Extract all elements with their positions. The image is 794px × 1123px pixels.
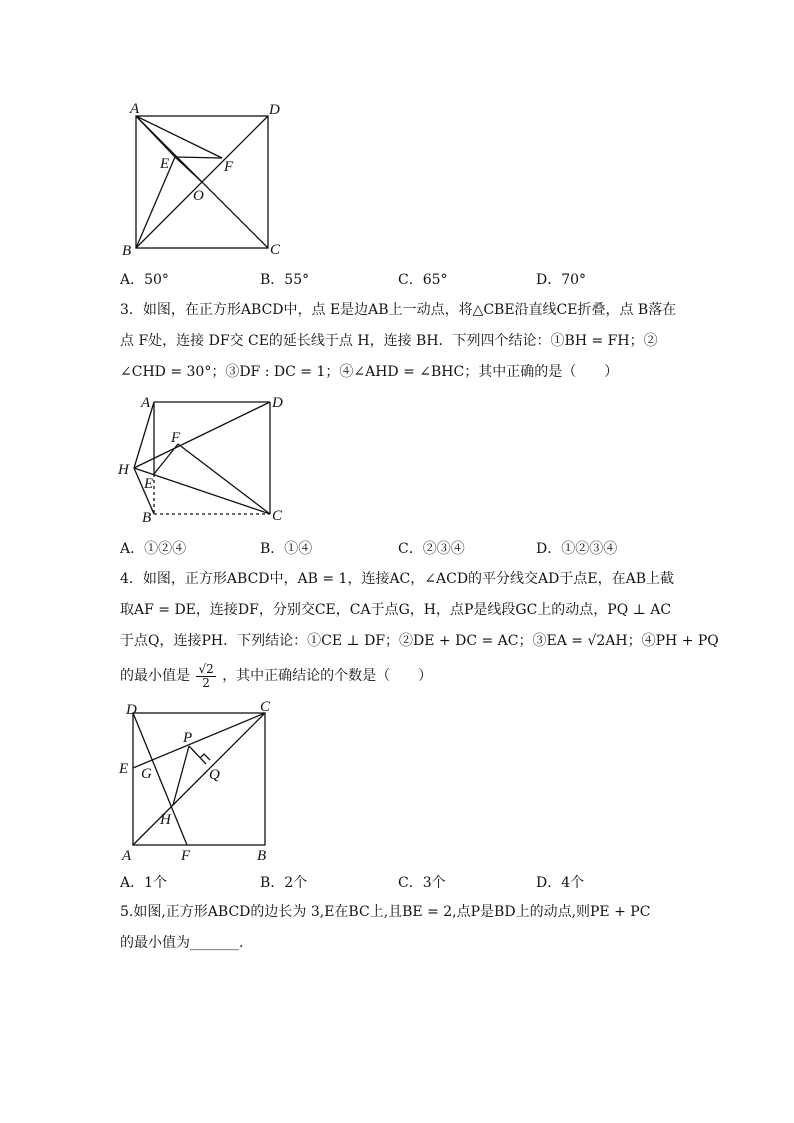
q2-label-c: C <box>270 242 281 258</box>
q4-label-p: P <box>183 730 193 746</box>
q3-option-a: A．①②④ <box>120 541 187 557</box>
q3-line-3: ∠CHD = 30°；③DF : DC = 1；④∠AHD = ∠BHC；其中正确的是（ ） <box>120 364 619 380</box>
q4-option-a: A．1个 <box>120 875 168 891</box>
q2-label-a: A <box>130 101 140 117</box>
q2-label-b: B <box>122 243 132 259</box>
q3-options <box>120 538 680 558</box>
q3-figure-svg <box>112 390 292 526</box>
q3-label-c: C <box>272 508 283 524</box>
q3-seg-ef <box>154 444 178 474</box>
q2-figure-svg <box>110 98 290 260</box>
q4-label-c: C <box>260 699 271 715</box>
q2-option-b: B．55° <box>260 272 310 288</box>
q4-option-b: B．2个 <box>260 875 308 891</box>
q4-label-q: Q <box>209 767 220 783</box>
q4-figure-svg <box>112 698 282 864</box>
q4-fraction <box>196 663 215 690</box>
q3-option-d: D．①②③④ <box>536 541 618 557</box>
q4-fraction-numerator: √2 <box>198 661 214 676</box>
q4-line-2: 取AF = DE，连接DF，分别交CE，CA于点G，H，点P是线段GC上的动点，PQ ⊥ AC <box>120 602 672 618</box>
q4-fraction-denominator: 2 <box>202 675 210 690</box>
q4-line-4-after: ，其中正确结论的个数是（ ） <box>222 668 433 684</box>
q2-seg-ef <box>175 157 222 158</box>
q2-label-f: F <box>224 159 234 175</box>
q2-seg-ae <box>136 116 175 157</box>
q3-label-h: H <box>118 462 129 478</box>
q3-label-e: E <box>144 476 154 492</box>
q4-label-d: D <box>126 702 137 718</box>
q3-seg-hc <box>134 468 270 514</box>
q2-seg-af <box>136 116 222 158</box>
q4-label-b: B <box>257 848 267 864</box>
q3-line-1: 3．如图，在正方形ABCD中，点 E是边AB上一动点，将△CBE沿直线CE折叠，点 B落在 <box>120 302 677 318</box>
q4-label-h: H <box>160 812 171 828</box>
q2-figure <box>110 98 290 260</box>
q2-option-c: C．65° <box>398 272 448 288</box>
q3-label-d: D <box>272 395 283 411</box>
q4-line-4 <box>120 660 432 692</box>
q3-seg-ah <box>134 402 154 468</box>
q4-line-4-before: 的最小值是 <box>120 668 190 684</box>
q4-figure <box>112 698 282 864</box>
q2-label-d: D <box>269 102 280 118</box>
q4-label-f: F <box>181 848 191 864</box>
q4-line-3: 于点Q，连接PH．下列结论：①CE ⊥ DF；②DE + DC = AC；③EA = √2AH；④PH + PQ <box>120 633 719 649</box>
q5-line-2: 的最小值为_______. <box>120 935 244 951</box>
q2-label-e: E <box>160 156 170 172</box>
q2-option-a: A．50° <box>120 272 169 288</box>
q2-seg-eo <box>175 157 202 182</box>
q3-label-b: B <box>142 510 152 526</box>
q2-option-d: D．70° <box>536 272 587 288</box>
q3-option-c: C．②③④ <box>398 541 465 557</box>
q3-option-b: B．①④ <box>260 541 313 557</box>
q4-label-g: G <box>141 766 152 782</box>
q4-options <box>120 872 680 892</box>
q4-diag-ac <box>133 713 265 845</box>
q3-line-2: 点 F处，连接 DF交 CE的延长线于点 H，连接 BH．下列四个结论：①BH = FH；② <box>120 333 658 349</box>
q4-option-d: D．4个 <box>536 875 585 891</box>
q2-label-o: O <box>193 188 204 204</box>
q2-options <box>120 269 680 289</box>
q4-option-c: C．3个 <box>398 875 446 891</box>
q4-line-1: 4．如图，正方形ABCD中，AB = 1，连接AC，∠ACD的平分线交AD于点E，在AB上截 <box>120 571 674 587</box>
q3-label-a: A <box>141 395 151 411</box>
q4-label-e: E <box>119 761 129 777</box>
q3-label-f: F <box>171 430 181 446</box>
q4-label-a: A <box>122 848 132 864</box>
q5-line-1: 5.如图,正方形ABCD的边长为 3,E在BC上,且BE = 2,点P是BD上的动点,则PE + PC <box>120 904 651 920</box>
q3-figure <box>112 390 292 526</box>
q3-seg-fc <box>178 444 270 514</box>
